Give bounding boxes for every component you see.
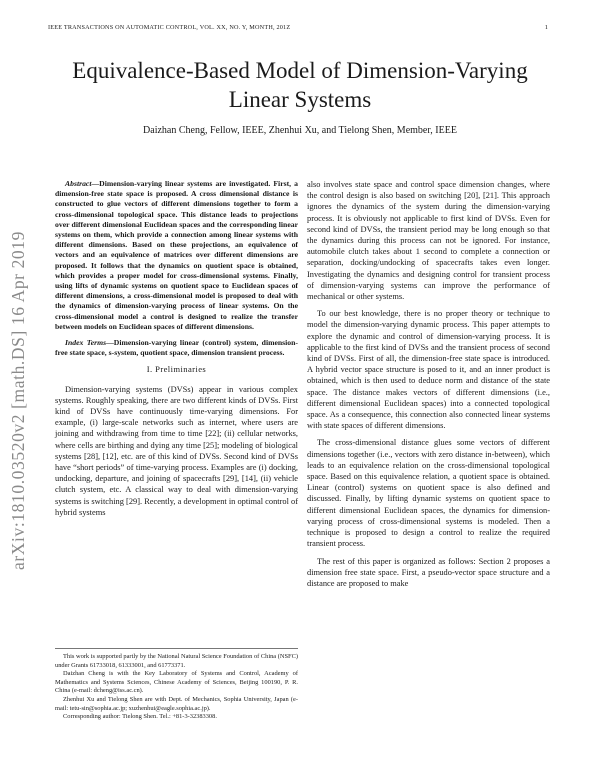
footnote-cheng: Daizhan Cheng is with the Key Laboratory of Systems and Control, Academy of Mathematics and Systems Sciences, Chinese Academy of Sciences, Beijing 100190, P. R. China (e-mail: dcheng@iss.ac.cn). (55, 670, 298, 695)
paper-title: Equivalence-Based Model of Dimension-Varying Linear Systems (72, 58, 528, 112)
intro-paragraph: Dimension-varying systems (DVSs) appear in various complex systems. Roughly speaking, there are two different kinds of DVSs. First kind of DVSs have continuously time-varying dimensions. For example, (i) large-scale networks such as internet, where users are joining and withdrawing from time to time [22]; (ii) cellular networks, where cells are birthing and dying any time [25]; modeling of biological systems [28], [12], etc. are of this kind of DVSs. Second kind of DVSs have “short periods” of time-varying process. Examples are (i) docking, undocking, departure, and joining of spacecrafts [29], [14], (ii) vehicle clutch system, etc. A classical way to deal with dimension-varying systems is switching [29]. Recently, a development in optimal control of hybrid systems (55, 384, 298, 517)
abstract-text: —Dimension-varying linear systems are investigated. First, a dimension-free state space is proposed. A cross dimensional distance is constructed to glue vectors of different dimensions together to form a cross-dimensional topological space. This distance leads to projections over different dimensional Euclidean spaces and the corresponding linear systems on them, which provide a connection among linear systems with different dimensions. Based on these projections, an equivalence of vectors and an equivalence of matrices over different dimensions are proposed. It follows that the dynamics on quotient space is obtained, which provides a proper model for cross-dimensional systems. Finally, using lifts of dynamic systems on quotient space to Euclidean spaces of different dimensions, a cross-dimensional model is proposed to deal with the dynamics of dimension-varying process of linear systems. On the cross-dimensional model a control is designed to realize the transfer between models on Euclidean spaces of different dimensions. (55, 179, 298, 331)
paragraph-outline: The rest of this paper is organized as follows: Section 2 proposes a dimension free state space. First, a pseudo-vector space structure and a distance are proposed to make (307, 556, 550, 588)
footnotes (55, 648, 298, 722)
paragraph-continued: also involves state space and control space dimension changes, where the control design is also based on switching [20], [21]. This approach ignores the dynamics of the system during the dimension-varying process. It is obviously not applicable to first kind of DVSs. Even for second kind of DVSs, the transient period may be long enough so that the dynamics during this process can not be ignored. For instance, automobile clutch takes about 1 second to complete a connection or separation, docking/undocking of spacecrafts takes even longer. Investigating the dynamics and designing control for transient process of dimension-varying systems can improve the performance of mechanical or other systems. (307, 180, 550, 302)
footnote-xu-shen: Zhenhui Xu and Tielong Shen are with Dept. of Mechanics, Sophia University, Japan (e-mail: tetu-sin@sophia.ac.jp; xuzhenhui@eagle.sophia.ac.jp). (55, 695, 298, 712)
page-number: 1 (544, 24, 548, 31)
index-terms-label: Index Terms (65, 338, 107, 348)
paragraph-approach: The cross-dimensional distance glues some vectors of different dimensions together (i.e., vectors with zero distance in-between), which leads to an equivalence relation on the cross-dimensional topological space. Based on this equivalence relation, a quotient space is obtained. Linear (control) systems on quotient space is also defined and discussed. Finally, by lifting dynamic systems on quotient space to different dimensional Euclidean spaces, the dynamics for dimension-varying process of cross-dimensional systems is modeled. Then a technique is proposed to design a control to realize the required transient process. (307, 438, 550, 549)
paragraph-motivation: To our best knowledge, there is no proper theory or technique to model the dimension-varying dynamic process. This paper attempts to explore the dynamic and control of dimension-varying process. It is applicable to the first kind of DVSs and the transient process of second kind of DVSs. First of all, the dimension-free state space is introduced. A hybrid vector space structure is posed to it, and an inner product is obtained, which is then used to deduce norm and distance of the state space. The distance makes vectors of different dimensions (i.e., different dimensional Euclidean spaces) into a connected topological space. As a consequence, this connection also connected linear systems with state spaces of different dimensions. (307, 309, 550, 431)
author-line: Daizhan Cheng, Fellow, IEEE, Zhenhui Xu, and Tielong Shen, Member, IEEE (143, 125, 457, 136)
abstract-label: Abstract (65, 179, 92, 188)
right-column (307, 179, 550, 595)
index-terms (55, 338, 298, 358)
journal-header: IEEE TRANSACTIONS ON AUTOMATIC CONTROL, VOL. XX, NO. Y, MONTH, 201Z (48, 24, 291, 31)
left-column (55, 179, 298, 524)
footnote-corresponding: Corresponding author: Tielong Shen. Tel.: +81-3-32383308. (63, 713, 217, 721)
footnote-funding: This work is supported partly by the National Natural Science Foundation of China (NSFC) under Grants 61733018, 61333001, and 61773371. (55, 653, 298, 669)
index-terms-text: —Dimension-varying linear (control) system, dimension-free state space, s-system, quotient space, dimension transient process. (55, 338, 298, 358)
abstract (55, 179, 298, 332)
arxiv-stamp[interactable]: arXiv:1810.03520v2 [math.DS] 16 Apr 2019 (8, 231, 28, 570)
section-heading: I. Preliminaries (146, 364, 207, 375)
